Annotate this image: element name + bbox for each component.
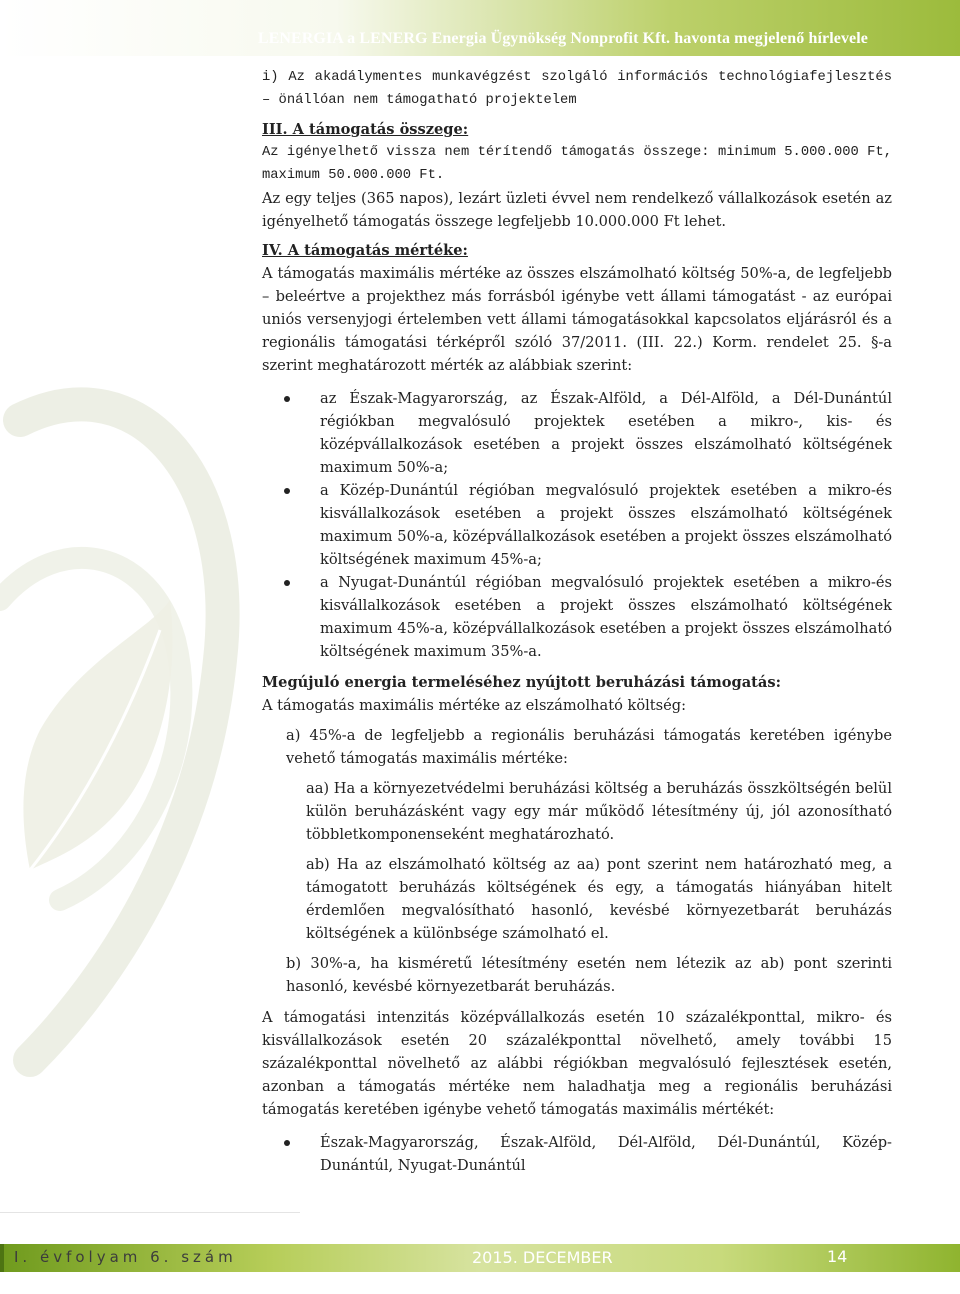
list-item-ab: ab) Ha az elszámolható költség az aa) pont szerint nem határozható meg, a támogatott beruházás költségének és egy, a támogatás hiányában hitelt érdemlően megvalósítható hasonló, kevésbé környezetbarát beruházás költségének a különbsége számolható el. <box>306 856 892 942</box>
page-number: 14 <box>827 1247 848 1266</box>
paragraph: A támogatás maximális mértéke az összes elszámolható költség 50%-a, de legfeljebb – beleértve a projekthez más forrásból igénybe vett állami támogatást - az európai uniós versenyjogi értelemben vett állami támogatásokkal kapcsolatos eljárásról és a regionális támogatási térképről szóló 37/2011. (III. 22.) Korm. rendelet 25. §-a szerint meghatározott mérték az alábbiak szerint: <box>262 265 892 374</box>
section-heading-iii: III. A támogatás összege: <box>262 121 469 138</box>
paragraph: Az egy teljes (365 napos), lezárt üzleti évvel nem rendelkező vállalkozások esetén az igényelhető támogatás összege legfeljebb 10.000.000 Ft lehet. <box>262 190 892 230</box>
list-item: Észak-Magyarország, Észak-Alföld, Dél-Alföld, Dél-Dunántúl, Közép-Dunántúl, Nyugat-Dunántúl <box>262 1131 892 1177</box>
list-item: a Nyugat-Dunántúl régióban megvalósuló projektek esetében a mikro-és kisvállalkozások esetében a projekt összes elszámolható költségének maximum 45%-a, középvállalkozások esetében a projekt összes elszámolható költségének maximum 35%-a. <box>262 571 892 663</box>
issue-label: I. évfolyam 6. szám <box>14 1248 237 1266</box>
bullet-list <box>262 387 892 663</box>
paragraph: A támogatás maximális mértéke az elszámolható költség: <box>262 697 687 714</box>
issue-date: 2015. DECEMBER <box>472 1248 613 1267</box>
list-item: a Közép-Dunántúl régióban megvalósuló projektek esetében a mikro-és kisvállalkozások esetében a projekt összes elszámolható költségének maximum 50%-a, középvállalkozások esetében a projekt összes elszámolható költségének maximum 45%-a; <box>262 479 892 571</box>
list-item: az Észak-Magyarország, az Észak-Alföld, a Dél-Alföld, a Dél-Dunántúl régiókban megvalósuló projektek esetében a mikro-, kis- és középvállalkozások esetében a projekt összes elszámolható költségének maximum 50%-a; <box>262 387 892 479</box>
list-item-b: b) 30%-a, ha kisméretű létesítmény esetén nem létezik az ab) pont szerinti hasonló, kevésbé környezetbarát beruházás. <box>286 955 892 995</box>
article-body <box>262 66 892 1177</box>
section-heading-iv: IV. A támogatás mértéke: <box>262 242 468 259</box>
paragraph: Az igényelhető vissza nem térítendő támogatás összege: minimum 5.000.000 Ft, maximum 50.000.000 Ft. <box>262 145 892 183</box>
sidebar-divider <box>0 1212 300 1213</box>
list-item-a: a) 45%-a de legfeljebb a regionális beruházási támogatás keretében igénybe vehető támogatás maximális mértéke: <box>286 727 892 767</box>
subheading-renewable: Megújuló energia termeléséhez nyújtott beruházási támogatás: <box>262 674 781 691</box>
footer-accent <box>0 1244 4 1272</box>
bullet-list <box>262 1131 892 1177</box>
list-item-aa: aa) Ha a környezetvédelmi beruházási költség a beruházás összköltségén belül külön beruházásként vagy egy már működő létesítmény új, jól azonosítható többletkomponenseként meghatározható. <box>306 780 892 843</box>
newsletter-title: LENERGIA a LENERG Energia Ügynökség Nonprofit Kft. havonta megjelenő hírlevele <box>257 30 868 47</box>
paragraph: A támogatási intenzitás középvállalkozás esetén 10 százalékponttal, mikro- és kisvállalkozások esetén 20 százalékponttal növelhető, amely további 15 százalékponttal növelhető az alábbi régiókban megvalósuló fejlesztések esetén, azonban a támogatás mértéke nem haladhatja meg a regionális beruházási támogatás keretében igénybe vehető támogatás maximális mértékét: <box>262 1009 892 1118</box>
item-i: i) Az akadálymentes munkavégzést szolgáló információs technológiafejlesztés – önállóan nem támogatható projektelem <box>262 70 892 108</box>
leaf-swirl-icon <box>0 300 250 1180</box>
